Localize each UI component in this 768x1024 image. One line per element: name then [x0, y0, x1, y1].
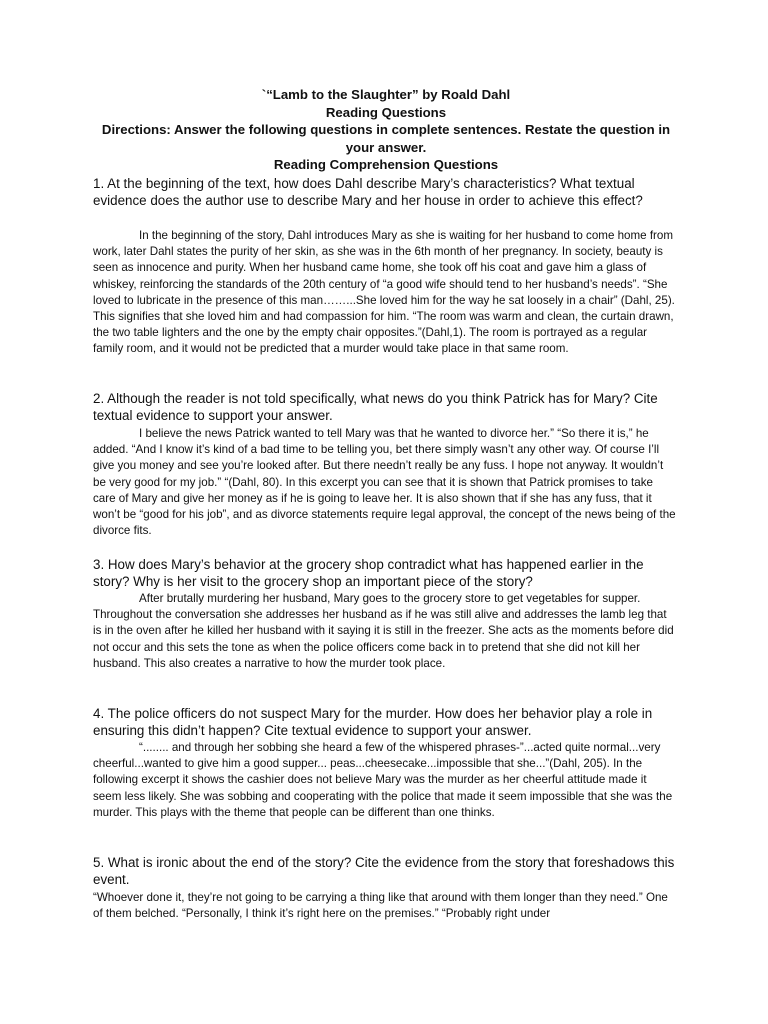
directions: Directions: Answer the following questions in complete sentences. Restate the question in your answer. — [101, 122, 671, 155]
question-5: 5. What is ironic about the end of the story? Cite the evidence from the story that foreshadows this event. — [93, 855, 675, 888]
document-title: `“Lamb to the Slaughter” by Roald Dahl — [261, 87, 511, 102]
answer-4: “........ and through her sobbing she heard a few of the whispered phrases-”...acted quite normal...very cheerful...wanted to give him a good supper... peas...cheesecake...impossible that she...”(Dahl, 205). In the following excerpt it shows the cashier does not believe Mary was the murder as her cheerful attitude made it seem less likely. She was sobbing and cooperating with the police that made it seem impossible that she was the murder. This plays with the theme that people can be different than one thinks. — [93, 741, 673, 819]
section-heading: Reading Comprehension Questions — [273, 157, 499, 173]
answer-3: After brutally murdering her husband, Mary goes to the grocery store to get vegetables for supper. Throughout the conversation she addresses her husband as if he was still alive and addresses the lamb leg that is in the oven after he killed her husband with it saying it is still in the freezer. She acts as the moments before did not occur and this sets the tone as when the police officers come back in to pretend that she did not kill her husband. This also creates a narrative to how the murder took place. — [93, 592, 674, 670]
document-subtitle: Reading Questions — [325, 104, 447, 120]
document-header — [96, 86, 676, 174]
question-3: 3. How does Mary’s behavior at the grocery shop contradict what has happened earlier in the story? Why is her visit to the grocery shop an important piece of the story? — [93, 557, 644, 590]
question-2: 2. Although the reader is not told specifically, what news do you think Patrick has for Mary? Cite textual evidence to support your answer. — [93, 391, 658, 424]
answer-5: “Whoever done it, they’re not going to be carrying a thing like that around with them longer than they need.” One of them belched. “Personally, I think it’s right here on the premises.” “Probably right under — [93, 891, 668, 921]
answer-1: In the beginning of the story, Dahl introduces Mary as she is waiting for her husband to come home from work, later Dahl states the purity of her skin, as she was in the 6th month of her pregnancy. In society, beauty is seen as innocence and purity. When her husband came home, she took off his coat and gave him a glass of whiskey, reinforcing the standards of the 20th century of “a good wife should tend to her husband’s needs”. “She loved to lubricate in the presence of this man……...She loved him for the way he sat loosely in a chair” (Dahl, 25). This signifies that she loved him and had compassion for him. “The room was warm and clean, the curtain drawn, the two table lighters and the one by the empty chair opposites.”(Dahl,1). The room is portrayed as a regular family room, and it would not be predicted that a murder would take place in that same room. — [93, 229, 675, 356]
answer-2: I believe the news Patrick wanted to tell Mary was that he wanted to divorce her.” “So there it is,” he added. “And I know it’s kind of a bad time to be telling you, bet there simply wasn’t any other way. Of course I’ll give you money and see you’re looked after. But there needn’t really be any fuss. I hope not anyway. It wouldn’t be very good for my job.” “(Dahl, 80). In this excerpt you can see that it is shown that Patrick promises to take care of Mary and give her money as if he is going to leave her. It is also shown that if she has any fuss, that it won’t be “good for his job”, and as divorce statements require legal approval, the concept of the news being of the divorce fits. — [93, 427, 676, 538]
question-4: 4. The police officers do not suspect Mary for the murder. How does her behavior play a role in ensuring this didn’t happen? Cite textual evidence to support your answer. — [93, 706, 653, 739]
question-1: 1. At the beginning of the text, how does Dahl describe Mary’s characteristics? What textual evidence does the author use to describe Mary and her house in order to achieve this effect? — [93, 176, 643, 209]
